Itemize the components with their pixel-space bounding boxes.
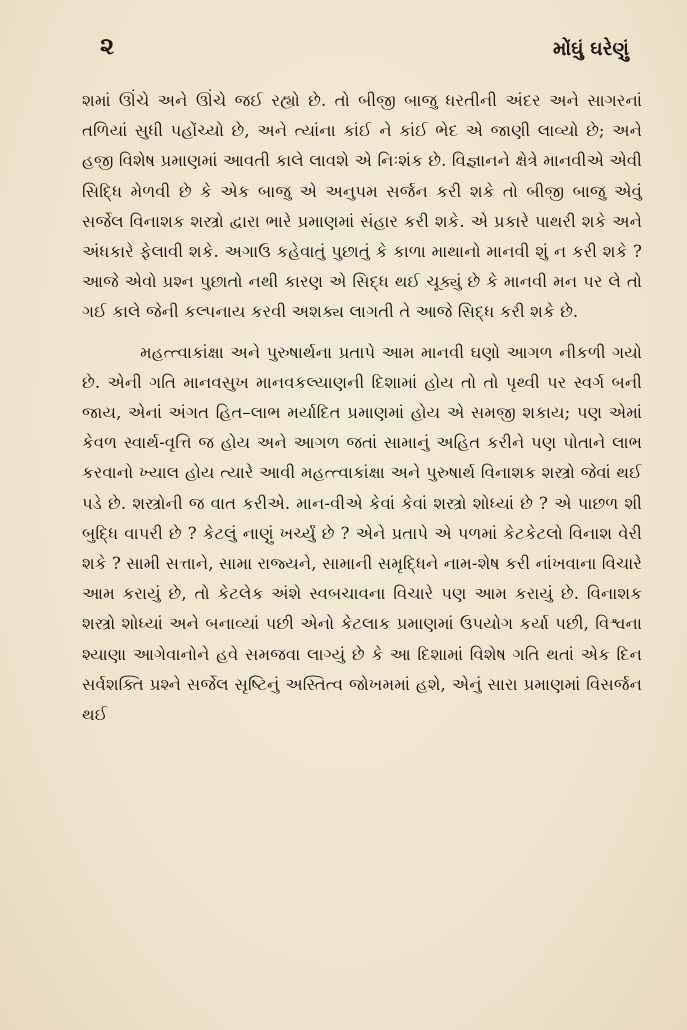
paragraph-continued: શમાં ઊંચે અને ઊંચે જઈ રહ્યો છે. તો બીજી બાજુ ધરતીની અંદર અને સાગરનાં તળિયાં સુધી પહોંચ્યો છે, અને ત્યાંના કાંઈ ને કાંઈ ભેદ એ જાણી લાવ્યો છે; અને હજી વિશેષ પ્રમાણમાં આવતી કાલે લાવશે એ નિઃશંક છે. વિજ્ઞાનને ક્ષેત્રે માનવીએ એવી સિદ્ધિ મેળવી છે કે એક બાજુ એ અનુપમ સર્જન કરી શકે તો બીજી બાજુ એવું સર્જેલ વિનાશક શસ્ત્રો દ્વારા ભારે પ્રમાણમાં સંહાર કરી શકે. એ પ્રકારે પાથરી શકે અને અંધકારે ફેલાવી શકે. અગાઉ કહેવાતું પુછાતું કે કાળા માથાનો માનવી શું ન કરી શકે ? આજે એવો પ્રશ્ન પુછાતો નથી કારણ એ સિદ્ધ થઈ ચૂક્યું છે કે માનવી મન પર લે તો ગઈ કાલે જેની કલ્પનાય કરવી અશક્ય લાગતી તે આજે સિદ્ધ કરી શકે છે. xyxy=(82,91,642,322)
page-number: ૨ xyxy=(100,31,115,60)
running-title: મોંઘું ઘરેણું xyxy=(553,38,629,60)
paragraph: મહત્ત્વાકાંક્ષા અને પુરુષાર્થના પ્રતાપે આમ માનવી ઘણો આગળ નીકળી ગયો છે. એની ગતિ માનવસુખ માનવકલ્યાણની દિશામાં હોય તો તો પૃથ્વી પર સ્વર્ગ બની જાય, એનાં અંગત હિત–લાભ મર્યાદિત પ્રમાણમાં હોય એ સમજી શકાય; પણ એમાં કેવળ સ્વાર્થ-વૃત્તિ જ હોય અને આગળ જતાં સામાનું અહિત કરીને પણ પોતાને લાભ કરવાનો ખ્યાલ હોય ત્યારે આવી મહત્ત્વાકાંક્ષા અને પુરુષાર્થ વિનાશક શસ્ત્રો જેવાં થઈ પડે છે. શસ્ત્રોની જ વાત કરીએ. માન-વીએ કેવાં કેવાં શસ્ત્રો શોધ્યાં છે ? એ પાછળ શી બુદ્ધિ વાપરી છે ? કેટલું નાણું ખર્ચ્યું છે ? એને પ્રતાપે એ પળમાં કેટકેટલો વિનાશ વેરી શકે ? સામી સત્તાને, સામા રાજ્યને, સામાની સમૃદ્ધિને નામ-શેષ કરી નાંખવાના વિચારે આમ કરાયું છે, તો કેટલેક અંશે સ્વબચાવના વિચારે પણ આમ કરાયું છે. વિનાશક શસ્ત્રો શોધ્યાં અને બનાવ્યાં પછી એનો કેટલાક પ્રમાણમાં ઉપયોગ કર્યા પછી, વિશ્વના શ્યાણા આગેવાનોને હવે સમજવા લાગ્યું છે કે આ દિશામાં વિશેષ ગતિ થતાં એક દિન સર્વશક્તિ પ્રશ્ને સર્જેલ સૃષ્ટિનું અસ્તિત્વ જોખમમાં હશે, એનું સારા પ્રમાણમાં વિસર્જન થઈ xyxy=(82,342,642,725)
body-text xyxy=(82,86,642,730)
